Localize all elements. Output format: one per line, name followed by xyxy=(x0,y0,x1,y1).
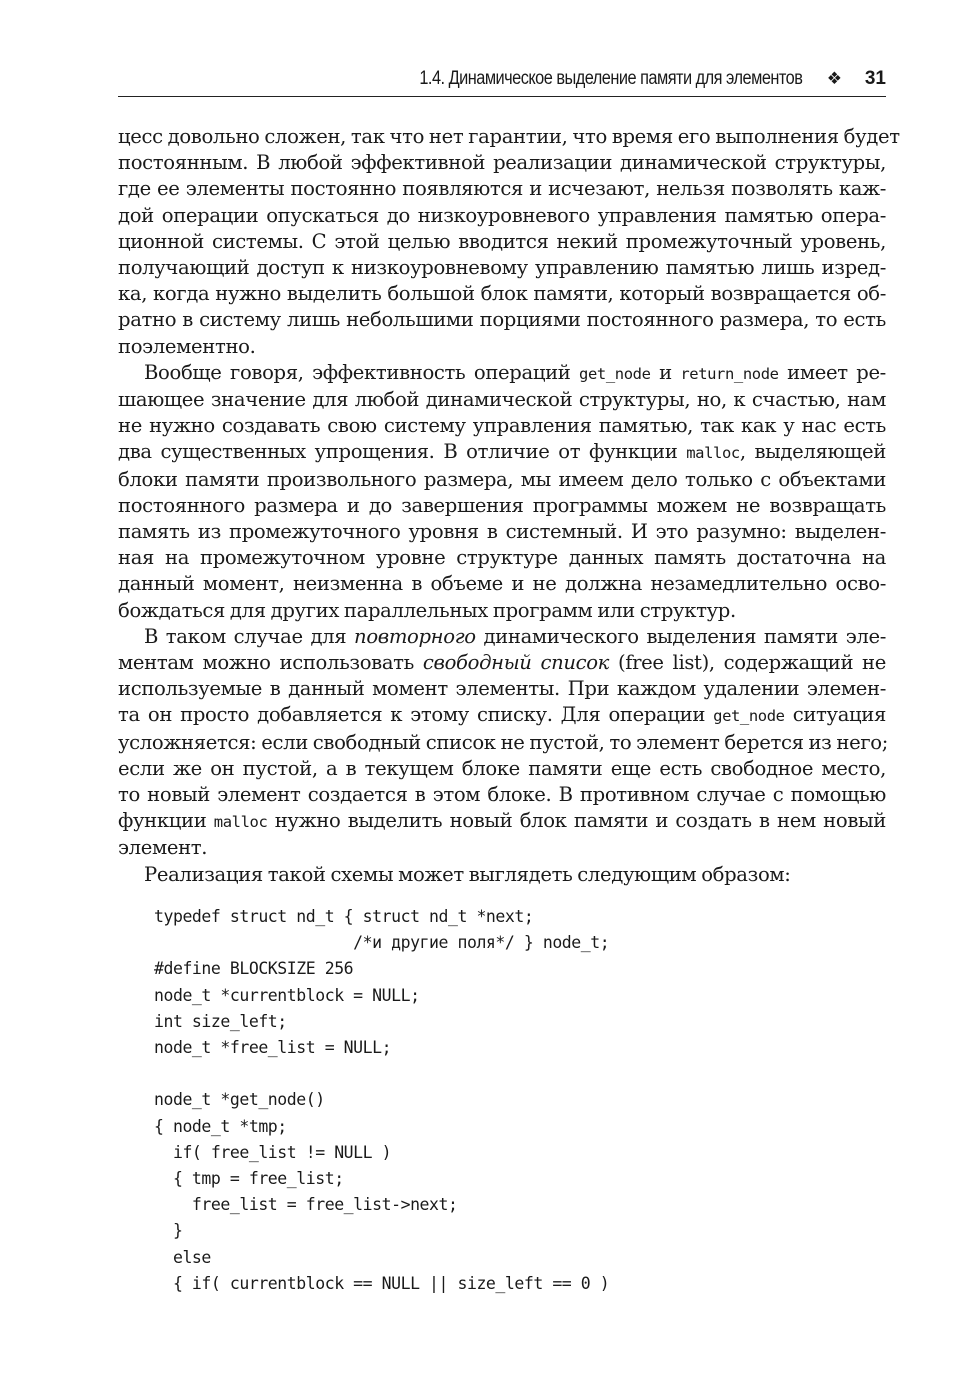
text-line: данный момент, неизменна в объеме и не должна незамедлительно осво- xyxy=(118,572,886,596)
inline-code: get_node xyxy=(579,364,651,383)
inline-code: malloc xyxy=(213,813,268,832)
text-run: динамического выделения памяти эле- xyxy=(483,624,886,648)
text-run: и xyxy=(659,360,672,384)
text-run: та он просто добавляется к этому списку. Для операции xyxy=(118,703,706,727)
inline-code: get_node xyxy=(713,707,785,726)
text-line: ка, когда нужно выделить большой блок памяти, который возвращается об- xyxy=(118,282,886,306)
inline-code: malloc xyxy=(686,444,740,463)
text-line: шающее значение для любой динамической структуры, но, к счастью, нам xyxy=(118,388,886,412)
emphasis: свободный список xyxy=(422,651,610,675)
body-text xyxy=(118,124,900,888)
emphasis: повторного xyxy=(354,624,476,648)
paragraph-1 xyxy=(118,124,900,360)
text-line: Реализация такой схемы может выглядеть следующим образом: xyxy=(144,862,791,886)
text-line xyxy=(118,808,886,835)
text-run: два существенных упрощения. В отличие от функции xyxy=(118,440,678,464)
text-line: память из промежуточного уровня в системный. И это разумно: выделен- xyxy=(118,520,886,544)
text-line xyxy=(118,360,886,387)
page-number: 31 xyxy=(864,68,886,89)
text-run: имеет ре- xyxy=(787,360,886,384)
text-run: функции xyxy=(118,809,207,833)
text-line: если же он пустой, а в текущем блоке памяти еще есть свободное место, xyxy=(118,756,886,780)
text-line: бождаться для других параллельных программ или структур. xyxy=(118,598,736,622)
text-run: В таком случае для xyxy=(144,624,347,648)
text-line xyxy=(118,650,886,676)
text-line: постоянным. В любой эффективной реализации динамической структуры, xyxy=(118,151,886,175)
text-line: цесс довольно сложен, так что нет гарантии, что время его выполнения будет xyxy=(118,125,900,148)
ornament-icon: ❖ xyxy=(826,69,842,88)
text-line: не нужно создавать свою систему управления памятью, так как у нас есть xyxy=(118,414,886,438)
text-line: где ее элементы постоянно появляются и исчезают, нельзя позволять каж- xyxy=(118,177,886,201)
text-line: постоянного размера и до завершения программы можем не возвращать xyxy=(118,493,886,517)
text-line: ратно в систему лишь небольшими порциями постоянного размера, то есть xyxy=(118,308,886,332)
text-line: дой операции опускаться до низкоуровневого управления памятью опера- xyxy=(118,203,886,227)
text-run: , выделяющей xyxy=(739,440,886,464)
paragraph-3 xyxy=(118,624,886,862)
inline-code: return_node xyxy=(680,364,779,383)
paragraph-2 xyxy=(118,360,886,624)
text-line xyxy=(118,439,886,466)
running-head-title: 1.4. Динамическое выделение памяти для элементов xyxy=(418,68,802,89)
text-run: нужно выделить новый блок памяти и создать в нем новый xyxy=(274,809,886,833)
text-line: то новый элемент создается в этом блоке. В противном случае с помощью xyxy=(118,783,886,807)
text-line: используемые в данный момент элементы. При каждом удалении элемен- xyxy=(118,677,886,701)
text-run: (free list), содержащий не xyxy=(617,651,886,675)
text-line xyxy=(118,624,886,650)
text-run: Вообще говоря, эффективность операций xyxy=(144,360,571,384)
text-run: ситуация xyxy=(792,703,887,727)
text-line xyxy=(118,702,886,729)
running-head xyxy=(118,68,886,97)
code-listing: typedef struct nd_t { struct nd_t *next; /*и другие поля*/ } node_t; #define BLOCKSIZE 256 node_t *currentblock = NULL; int size_left; node_t *free_list = NULL; node_t *get_node() { node_t *tmp; if( free_list != NULL ) { tmp = free_list; free_list = free_list->next; } else { if( currentblock == NULL || size_left == 0 ) xyxy=(154,907,610,1293)
text-line: усложняется: если свободный список не пустой, то элемент берется из него; xyxy=(118,730,888,754)
text-run: ментам можно использовать xyxy=(118,651,414,675)
text-line: получающий доступ к низкоуровневому управлению памятью лишь изред- xyxy=(118,256,886,280)
text-line: ционной системы. С этой целью вводится некий промежуточный уровень, xyxy=(118,229,886,253)
paragraph-4 xyxy=(118,862,886,888)
text-line: ная на промежуточном уровне структуре данных память достаточна на xyxy=(118,546,886,570)
text-line: элемент. xyxy=(118,836,208,860)
text-line: блоки памяти произвольного размера, мы имеем дело только с объектами xyxy=(118,467,886,491)
text-line: поэлементно. xyxy=(118,334,256,358)
